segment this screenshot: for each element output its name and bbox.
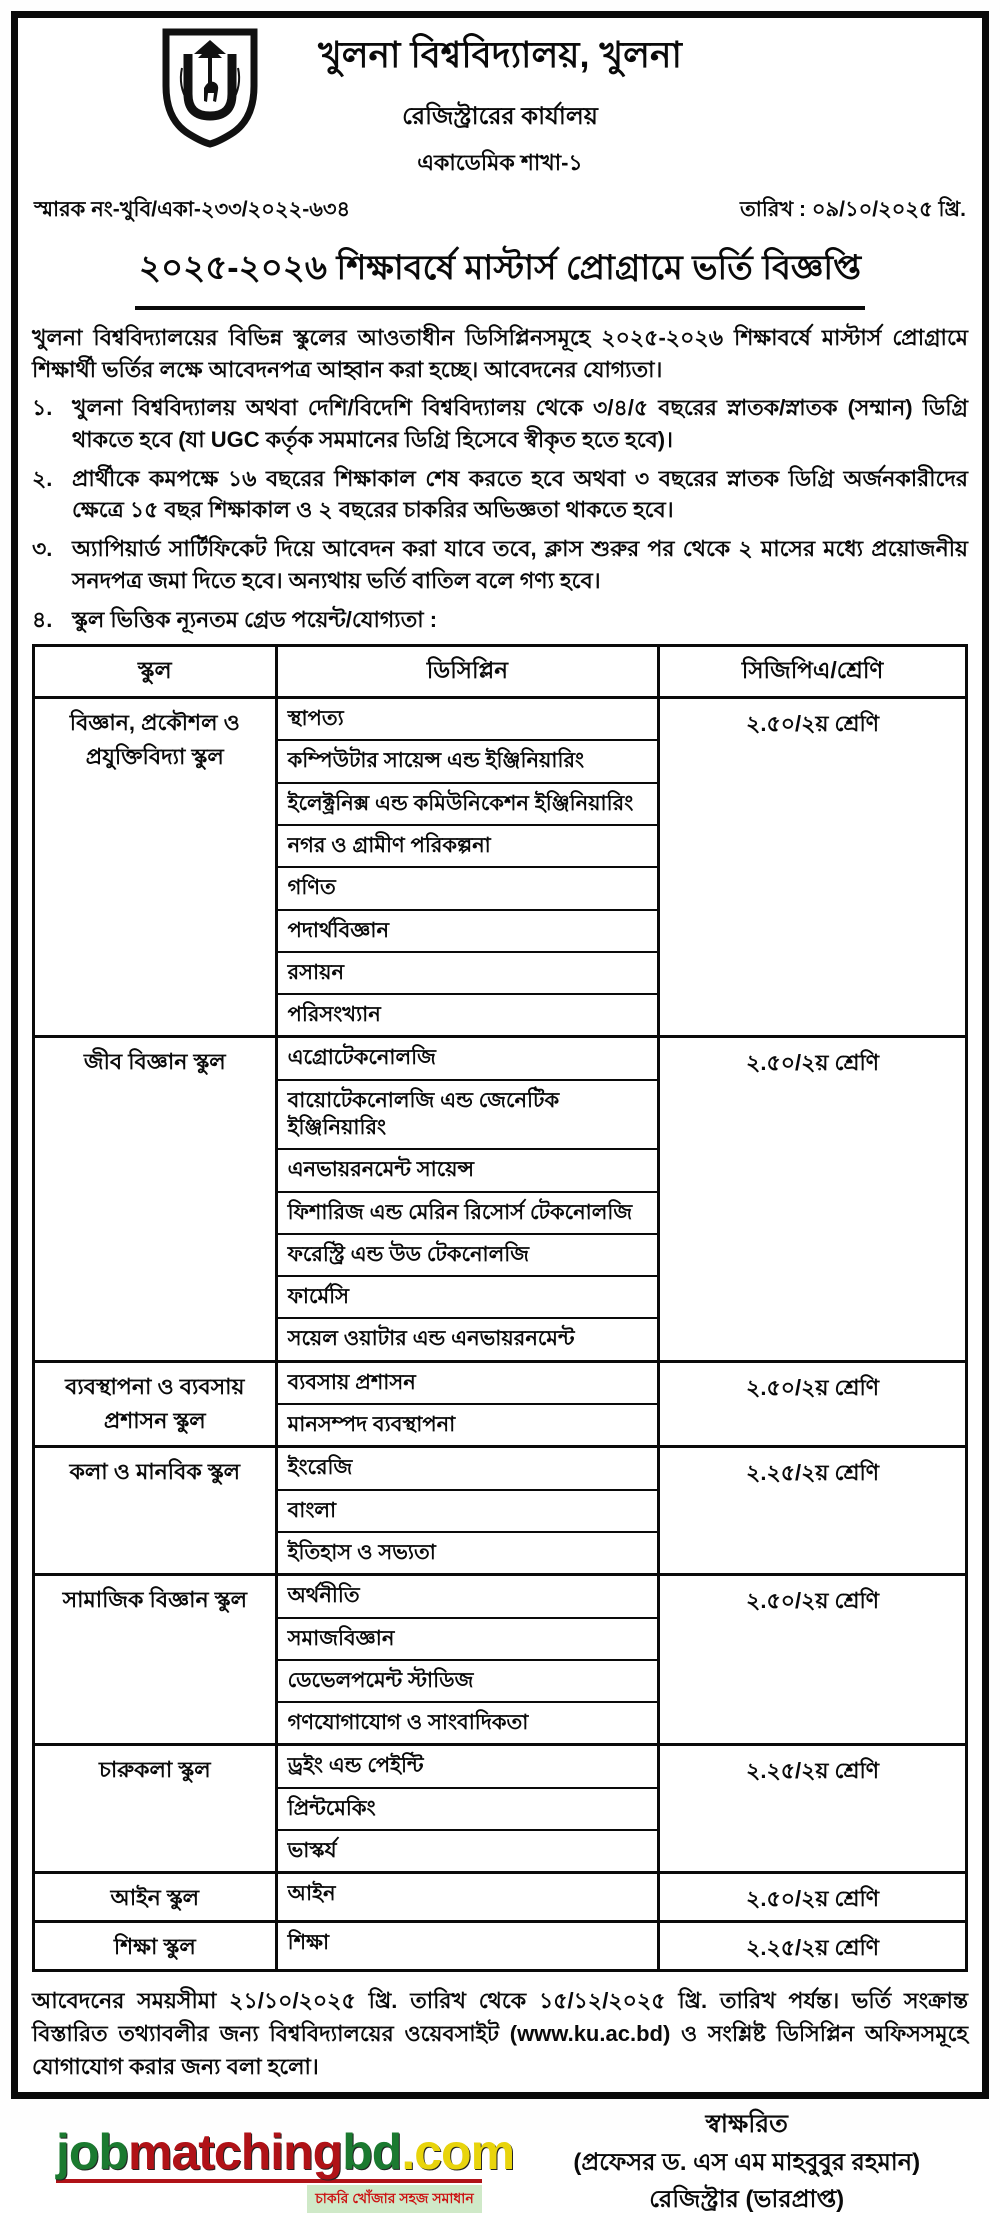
signatory-name: (প্রফেসর ড. এস এম মাহবুবুর রহমান) (573, 2149, 921, 2177)
school-row-3 (34, 1361, 967, 1447)
discipline-item: অর্থনীতি (278, 1576, 658, 1618)
school-name-cell: আইন স্কুল (34, 1873, 277, 1922)
school-row-5 (34, 1575, 967, 1745)
discipline-item: স্থাপত্য (278, 699, 658, 741)
condition-item-2 (32, 463, 968, 527)
cgpa-cell: ২.৫০/২য় শ্রেণি (659, 1037, 967, 1361)
school-row-8 (34, 1922, 967, 1971)
school-name-cell: জীব বিজ্ঞান স্কুল (34, 1037, 277, 1361)
university-name: খুলনা বিশ্ববিদ্যালয়, খুলনা (318, 34, 682, 75)
school-name-cell: সামাজিক বিজ্ঞান স্কুল (34, 1575, 277, 1745)
discipline-item: ফার্মেসি (278, 1277, 658, 1319)
discipline-item: নগর ও গ্রামীণ পরিকল্পনা (278, 826, 658, 868)
condition-item-1 (32, 392, 968, 456)
cgpa-cell: ২.২৫/২য় শ্রেণি (659, 1447, 967, 1575)
memo-date: তারিখ : ০৯/১০/২০২৫ খ্রি. (740, 198, 966, 221)
discipline-item: প্রিন্টমেকিং (278, 1789, 658, 1831)
memo-row (32, 193, 968, 228)
cgpa-cell: ২.২৫/২য় শ্রেণি (659, 1922, 967, 1971)
school-row-6 (34, 1745, 967, 1873)
column-header-discipline: ডিসিপ্লিন (276, 646, 659, 698)
jobmatchingbd-watermark (32, 2124, 519, 2213)
watermark-segment: .com (401, 2124, 515, 2181)
condition-item-4 (32, 604, 968, 636)
watermark-tagline: চাকরি খোঁজার সহজ সমাধান (307, 2185, 481, 2213)
discipline-item: ড্রইং এন্ড পেইন্টি (278, 1746, 658, 1788)
condition-text: স্কুল ভিত্তিক ন্যূনতম গ্রেড পয়েন্ট/যোগ্যতা : (72, 607, 438, 633)
discipline-list-cell (276, 1745, 659, 1873)
grade-requirements-table (32, 644, 968, 1972)
watermark-segment: matching (127, 2124, 343, 2181)
condition-text: খুলনা বিশ্ববিদ্যালয় অথবা দেশি/বিদেশি বিশ্ববিদ্যালয় থেকে ৩/৪/৫ বছরের স্নাতক/স্নাতক (সম্মান) ডিগ্রি থাকতে হবে (যা UGC কর্তৃক সমমানের ডিগ্রি হিসেবে স্বীকৃত হতে হবে)। (72, 394, 968, 452)
branch-name: একাডেমিক শাখা-১ (417, 150, 583, 175)
discipline-list-cell (276, 698, 659, 1037)
discipline-item: ডেভেলপমেন্ট স্টাডিজ (278, 1661, 658, 1703)
notice-title: ২০২৫-২০২৬ শিক্ষাবর্ষে মাস্টার্স প্রোগ্রামে ভর্তি বিজ্ঞপ্তি (135, 242, 865, 310)
discipline-item: বাংলা (278, 1491, 658, 1533)
discipline-item: কম্পিউটার সায়েন্স এন্ড ইঞ্জিনিয়ারিং (278, 741, 658, 783)
signatory-title: রেজিস্ট্রার (ভারপ্রাপ্ত) (649, 2186, 845, 2214)
application-deadline-note: আবেদনের সময়সীমা ২১/১০/২০২৫ খ্রি. তারিখ থেকে ১৫/১২/২০২৫ খ্রি. তারিখ পর্যন্ত। ভর্তি সংক্রান্ত বিস্তারিত তথ্যাবলীর জন্য বিশ্ববিদ্যালয়ের ওয়েবসাইট (www.ku.ac.bd) ও সংশ্লিষ্ট ডিসিপ্লিন অফিসসমূহে যোগাযোগ করার জন্য বলা হলো। (32, 1988, 968, 2080)
cgpa-cell: ২.৫০/২য় শ্রেণি (659, 1361, 967, 1447)
discipline-item: ব্যবসায় প্রশাসন (278, 1363, 658, 1405)
office-name: রেজিস্ট্রারের কার্যালয় (402, 103, 598, 130)
discipline-item: এনভায়রনমেন্ট সায়েন্স (278, 1150, 658, 1192)
discipline-item: পদার্থবিজ্ঞান (278, 911, 658, 953)
school-name-cell: বিজ্ঞান, প্রকৌশল ও প্রযুক্তিবিদ্যা স্কুল (34, 698, 277, 1037)
eligibility-conditions-list (32, 392, 968, 636)
condition-item-3 (32, 533, 968, 597)
discipline-item: ফিশারিজ এন্ড মেরিন রিসোর্স টেকনোলজি (278, 1193, 658, 1235)
school-row-1 (34, 698, 967, 1037)
watermark-wordmark (56, 2124, 519, 2181)
university-seal-icon (150, 28, 270, 150)
notice-title-wrap (32, 242, 968, 310)
cgpa-cell: ২.২৫/২য় শ্রেণি (659, 1745, 967, 1873)
discipline-list-cell (276, 1922, 659, 1971)
discipline-item: ইংরেজি (278, 1448, 658, 1490)
column-header-school: স্কুল (34, 646, 277, 698)
school-name-cell: কলা ও মানবিক স্কুল (34, 1447, 277, 1575)
discipline-list-cell (276, 1873, 659, 1922)
discipline-item: আইন (287, 1882, 336, 1906)
table-header-row (34, 646, 967, 698)
school-name-cell: শিক্ষা স্কুল (34, 1922, 277, 1971)
discipline-item: গণযোগাযোগ ও সাংবাদিকতা (287, 1711, 529, 1735)
discipline-list-cell (276, 1447, 659, 1575)
school-row-2 (34, 1037, 967, 1361)
discipline-item: মানসম্পদ ব্যবস্থাপনা (287, 1413, 456, 1437)
school-name-cell: চারুকলা স্কুল (34, 1745, 277, 1873)
discipline-item: ইলেক্ট্রনিক্স এন্ড কমিউনিকেশন ইঞ্জিনিয়ারিং (278, 784, 658, 826)
condition-text: প্রার্থীকে কমপক্ষে ১৬ বছরের শিক্ষাকাল শেষ করতে হবে অথবা ৩ বছরের স্নাতক ডিগ্রি অর্জনকারীদের ক্ষেত্রে ১৫ বছর শিক্ষাকাল ও ২ বছরের চাকরির অভিজ্ঞতা থাকতে হবে। (72, 465, 968, 523)
cgpa-cell: ২.৫০/২য় শ্রেণি (659, 1873, 967, 1922)
memo-number: স্মারক নং-খুবি/একা-২৩৩/২০২২-৬৩৪ (34, 198, 351, 221)
discipline-item: শিক্ষা (287, 1931, 330, 1955)
footer-row (32, 2105, 968, 2218)
discipline-item: বায়োটেকনোলজি এন্ড জেনেটিক ইঞ্জিনিয়ারিং (278, 1081, 658, 1151)
cgpa-cell: ২.৫০/২য় শ্রেণি (659, 1575, 967, 1745)
discipline-item: পরিসংখ্যান (287, 1003, 381, 1027)
discipline-item: এগ্রোটেকনোলজি (278, 1038, 658, 1080)
discipline-item: রসায়ন (278, 953, 658, 995)
discipline-item: সমাজবিজ্ঞান (278, 1619, 658, 1661)
discipline-item: ফরেস্ট্রি এন্ড উড টেকনোলজি (278, 1235, 658, 1277)
condition-number: ১. (32, 394, 53, 420)
notice-document (11, 11, 989, 2214)
discipline-list-cell (276, 1361, 659, 1447)
document-header (32, 22, 968, 183)
watermark-segment: job (56, 2124, 128, 2181)
watermark-segment: bd (342, 2124, 402, 2181)
discipline-item: গণিত (278, 868, 658, 910)
discipline-item: সয়েল ওয়াটার এন্ড এনভায়রনমেন্ট (287, 1327, 575, 1351)
school-row-4 (34, 1447, 967, 1575)
school-row-7 (34, 1873, 967, 1922)
intro-paragraph: খুলনা বিশ্ববিদ্যালয়ের বিভিন্ন স্কুলের আওতাধীন ডিসিপ্লিনসমূহে ২০২৫-২০২৬ শিক্ষাবর্ষে মাস্টার্স প্রোগ্রামে শিক্ষার্থী ভর্তির লক্ষে আবেদনপত্র আহ্বান করা হচ্ছে। আবেদনের যোগ্যতা। (32, 325, 968, 382)
signature-block (531, 2105, 962, 2218)
condition-number: ৪. (32, 607, 53, 633)
condition-text: অ্যাপিয়ার্ড সার্টিফিকেট দিয়ে আবেদন করা যাবে তবে, ক্লাস শুরুর পর থেকে ২ মাসের মধ্যে প্রয়োজনীয় সনদপত্র জমা দিতে হবে। অন্যথায় ভর্তি বাতিল বলে গণ্য হবে। (72, 536, 968, 594)
school-name-cell: ব্যবস্থাপনা ও ব্যবসায় প্রশাসন স্কুল (34, 1361, 277, 1447)
signature-label: স্বাক্ষরিত (705, 2110, 788, 2139)
discipline-list-cell (276, 1575, 659, 1745)
column-header-cgpa: সিজিপিএ/শ্রেণি (659, 646, 967, 698)
discipline-list-cell (276, 1037, 659, 1361)
cgpa-cell: ২.৫০/২য় শ্রেণি (659, 698, 967, 1037)
discipline-item: ভাস্কর্য (287, 1839, 337, 1863)
condition-number: ২. (32, 465, 53, 491)
condition-number: ৩. (32, 536, 53, 562)
discipline-item: ইতিহাস ও সভ্যতা (287, 1540, 436, 1564)
